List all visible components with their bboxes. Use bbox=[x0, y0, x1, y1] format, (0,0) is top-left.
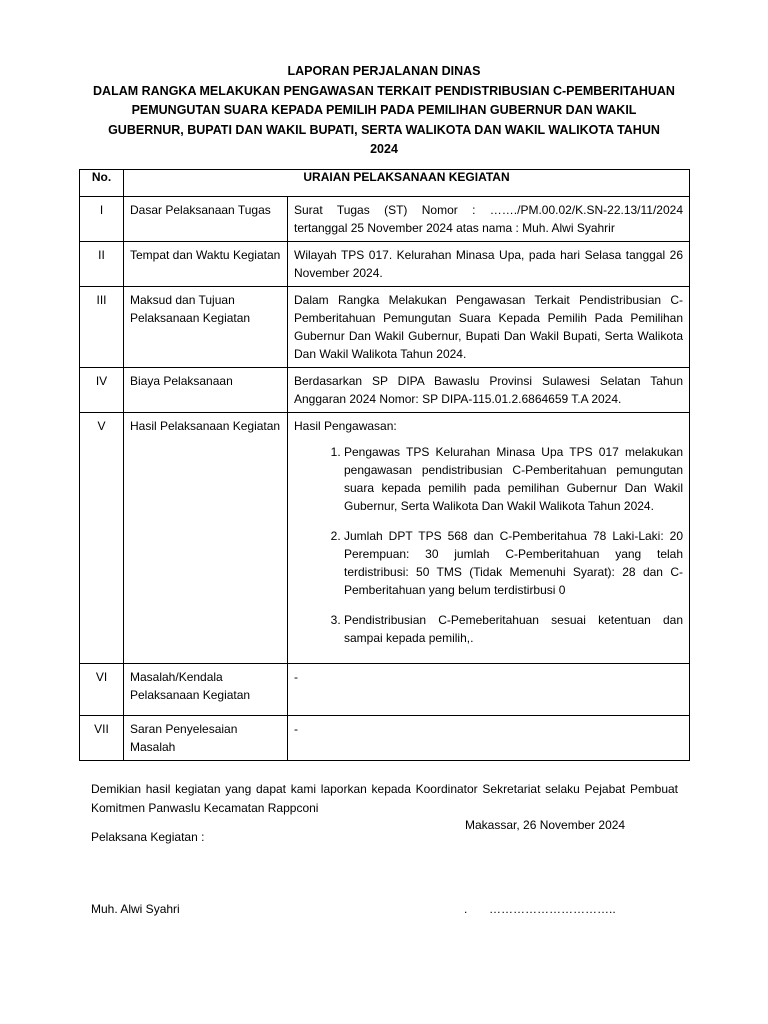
table-row bbox=[80, 287, 690, 368]
activity-table bbox=[79, 169, 690, 761]
row-number: VI bbox=[80, 664, 124, 716]
row-label: Tempat dan Waktu Kegiatan bbox=[124, 242, 288, 287]
row-number: I bbox=[80, 197, 124, 242]
signer-label: Pelaksana Kegiatan : bbox=[91, 830, 205, 844]
list-item: 3. Pendistribusian C-Pemeberitahuan sesuai ketentuan dan sampai kepada pemilih,. bbox=[344, 611, 683, 647]
title-line-1: LAPORAN PERJALANAN DINAS bbox=[287, 64, 481, 78]
row-content: Dalam Rangka Melakukan Pengawasan Terkait Pendistribusian C-Pemberitahuan Pemungutan Suara Kepada Pemilih Pada Pemilihan Gubernur Dan Wakil Gubernur, Bupati Dan Wakil Bupati, Serta Walikota Dan Wakil Walikota Tahun 2024. bbox=[288, 287, 690, 368]
title-line-3: PEMUNGUTAN SUARA KEPADA PEMILIH PADA PEMILIHAN GUBERNUR DAN WAKIL bbox=[131, 103, 637, 117]
dot-marker: . bbox=[464, 902, 468, 916]
row-number: III bbox=[80, 287, 124, 368]
title-line-5: 2024 bbox=[370, 142, 398, 156]
table-row bbox=[80, 664, 690, 716]
row-label: Biaya Pelaksanaan bbox=[124, 368, 288, 413]
row-content: - bbox=[288, 664, 690, 716]
row-content: Berdasarkan SP DIPA Bawaslu Provinsi Sulawesi Selatan Tahun Anggaran 2024 Nomor: SP DIPA-115.01.2.6864659 T.A 2024. bbox=[288, 368, 690, 413]
list-item: 2. Jumlah DPT TPS 568 dan C-Pemberitahua 78 Laki-Laki: 20 Perempuan: 30 jumlah C-Pemberitahuan yang telah terdistribusi: 50 TMS (Tidak Memenuhi Syarat): 28 dan C-Pemberitahuan yang belum terdistirbusi 0 bbox=[344, 527, 683, 599]
row-number: V bbox=[80, 413, 124, 664]
signer-name: Muh. Alwi Syahri bbox=[91, 902, 180, 916]
results-list bbox=[294, 443, 683, 647]
signature-line: ………………………….. bbox=[489, 902, 616, 916]
row-content bbox=[288, 413, 690, 664]
row-content: - bbox=[288, 716, 690, 761]
table-row bbox=[80, 242, 690, 287]
closing-paragraph: Demikian hasil kegiatan yang dapat kami laporkan kepada Koordinator Sekretariat selaku Pejabat Pembuat Komitmen Panwaslu Kecamatan Rappconi bbox=[91, 782, 678, 815]
document-title bbox=[70, 62, 698, 160]
row-label: Dasar Pelaksanaan Tugas bbox=[124, 197, 288, 242]
header-no: No. bbox=[80, 170, 124, 197]
table-row bbox=[80, 197, 690, 242]
table-row bbox=[80, 413, 690, 664]
table-row bbox=[80, 368, 690, 413]
row-label: Hasil Pelaksanaan Kegiatan bbox=[124, 413, 288, 664]
title-line-2: DALAM RANGKA MELAKUKAN PENGAWASAN TERKAIT PENDISTRIBUSIAN C-PEMBERITAHUAN bbox=[93, 83, 675, 98]
row-label: Masalah/Kendala Pelaksanaan Kegiatan bbox=[124, 664, 288, 716]
row-label: Saran Penyelesaian Masalah bbox=[124, 716, 288, 761]
row-number: VII bbox=[80, 716, 124, 761]
row-content: Wilayah TPS 017. Kelurahan Minasa Upa, pada hari Selasa tanggal 26 November 2024. bbox=[288, 242, 690, 287]
row-label: Maksud dan Tujuan Pelaksanaan Kegiatan bbox=[124, 287, 288, 368]
header-uraian: URAIAN PELAKSANAAN KEGIATAN bbox=[124, 170, 690, 197]
place-date: Makassar, 26 November 2024 bbox=[465, 818, 626, 832]
table-header-row bbox=[80, 170, 690, 197]
table-row bbox=[80, 716, 690, 761]
row-number: IV bbox=[80, 368, 124, 413]
results-heading: Hasil Pengawasan: bbox=[294, 419, 397, 433]
list-item: 1. Pengawas TPS Kelurahan Minasa Upa TPS 017 melakukan pengawasan pendistribusian C-Pemberitahuan pemungutan suara kepada pemilih pada pemilihan Gubernur Dan Wakil Gubernur, Serta Walikota Dan Wakil Walikota Tahun 2024. bbox=[344, 443, 683, 515]
row-number: II bbox=[80, 242, 124, 287]
title-line-4: GUBERNUR, BUPATI DAN WAKIL BUPATI, SERTA WALIKOTA DAN WAKIL WALIKOTA TAHUN bbox=[108, 122, 660, 137]
row-content: Surat Tugas (ST) Nomor : ……./PM.00.02/K.SN-22.13/11/2024 tertanggal 25 November 2024 atas nama : Muh. Alwi Syahrir bbox=[288, 197, 690, 242]
